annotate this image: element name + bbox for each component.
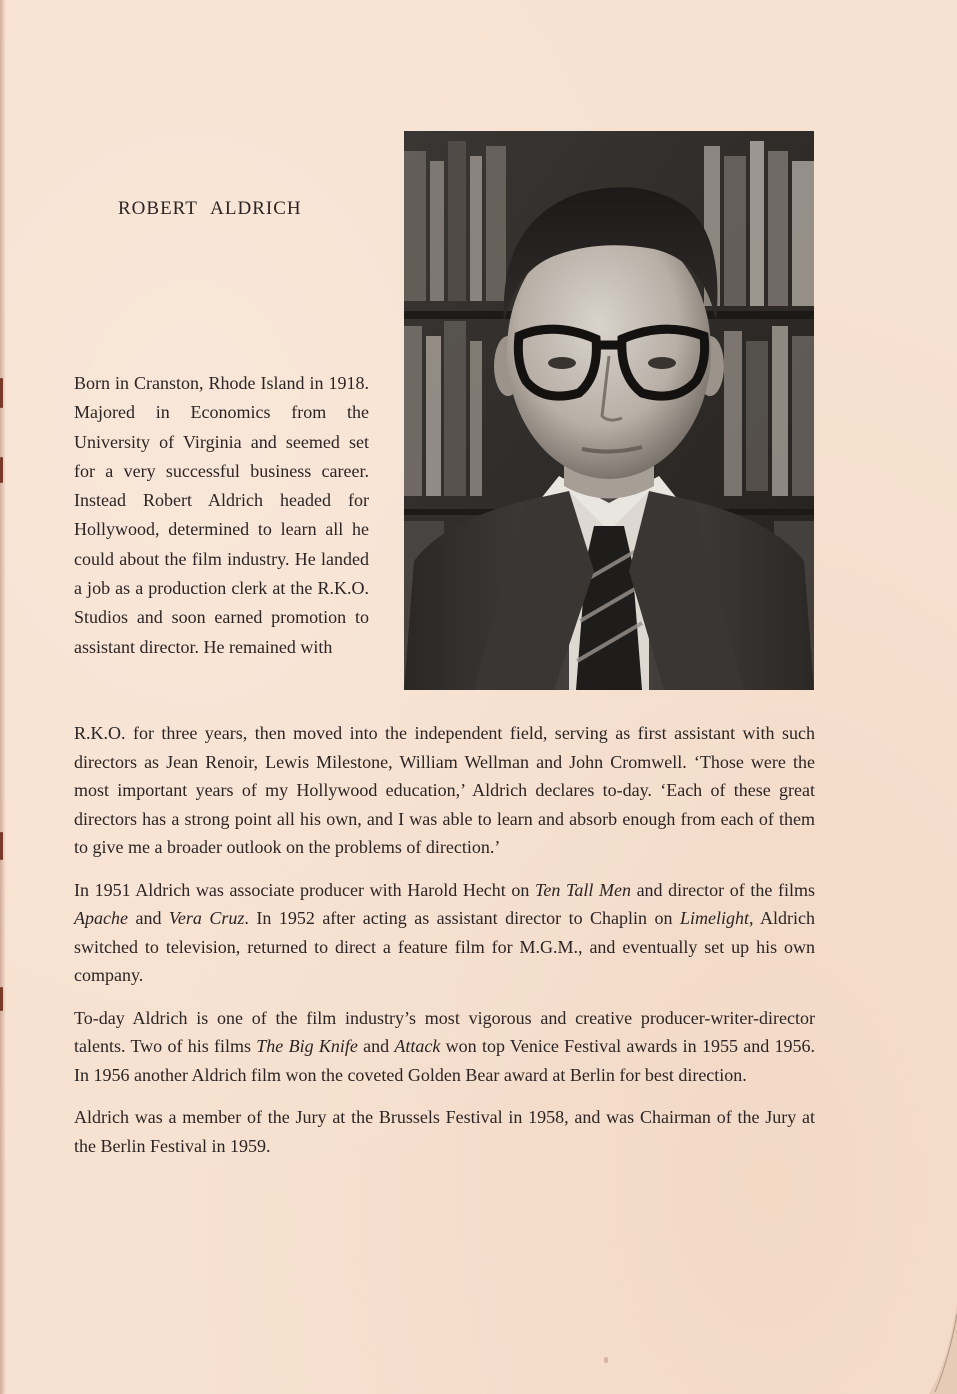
paragraph-films — [74, 876, 815, 990]
intro-paragraph: Born in Cranston, Rhode Island in 1918. Majored in Economics from the University of Virginia and seemed set for a very successful business career. Instead Robert Aldrich headed for Hollywood, determined to learn all he could about the film industry. He landed a job as a production clerk at the R.K.O. Studios and soon earned promotion to assistant director. He remained with — [74, 373, 369, 657]
paragraph-awards — [74, 1004, 815, 1090]
film-title: Vera Cruz — [168, 908, 245, 928]
film-title: Ten Tall Men — [535, 879, 631, 900]
binding-mark — [0, 378, 3, 408]
text-segment: Aldrich switched to television, returned to direct a feature film for M.G.M., and eventually set up his own company. — [74, 908, 815, 985]
film-title: The Big Knife — [256, 1036, 358, 1056]
film-title: Limelight, — [680, 908, 754, 928]
text-segment: . In 1952 after acting as assistant director to Chaplin on — [244, 908, 680, 928]
page-title: ROBERT ALDRICH — [118, 198, 302, 219]
body-text — [74, 719, 815, 1174]
text-segment: and director of the films — [630, 879, 815, 900]
binding-mark — [0, 987, 3, 1011]
paragraph-career: R.K.O. for three years, then moved into the independent field, serving as first assistant with such directors as Jean Renoir, Lewis Milestone, William Wellman and John Cromwell. ‘Those were the most important years of my Hollywood education,’ Aldrich declares to-day. ‘Each of these great directors has a strong point all his own, and I was able to learn and absorb enough from each of them to give me a broader outlook on the problems of direction.’ — [74, 723, 815, 857]
film-title: Apache — [74, 908, 128, 928]
page-speck — [604, 1357, 608, 1363]
text-segment: and — [357, 1036, 395, 1056]
text-segment: To-day Aldrich is one of the film industry’s most vigorous and creative producer-writer-director talents. Two of his films — [74, 1007, 815, 1056]
portrait-photo — [404, 131, 814, 690]
binding-mark — [0, 832, 3, 860]
text-segment: and — [127, 908, 169, 928]
page-edge-shadow — [0, 0, 6, 1394]
paragraph-jury: Aldrich was a member of the Jury at the Brussels Festival in 1958, and was Chairman of the Jury at the Berlin Festival in 1959. — [74, 1107, 815, 1156]
binding-mark — [0, 457, 3, 483]
film-title: Attack — [394, 1036, 441, 1056]
text-segment: In 1951 Aldrich was associate producer with Harold Hecht on — [74, 879, 536, 900]
text-segment: won top Venice Festival awards in 1955 and 1956. In 1956 another Aldrich film won the coveted Golden Bear award at Berlin for best direction. — [74, 1036, 815, 1085]
corner-fold — [929, 1304, 957, 1394]
